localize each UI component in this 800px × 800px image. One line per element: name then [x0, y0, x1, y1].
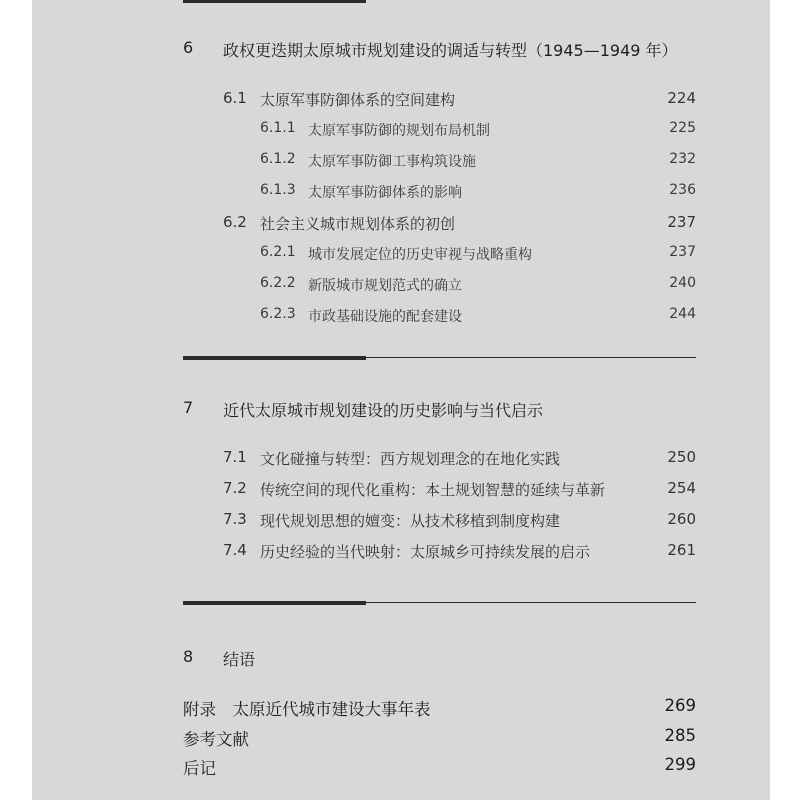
section-7-2-page: 254	[667, 479, 696, 497]
section-7-3-number: 7.3	[223, 510, 247, 528]
section-7-3-title[interactable]: 现代规划思想的嬗变：从技术移植到制度构建	[260, 512, 561, 530]
subsection-6-2-2-title[interactable]: 新版城市规划范式的确立	[308, 278, 462, 294]
subsection-6-2-3-title[interactable]: 市政基础设施的配套建设	[308, 309, 462, 325]
section-7-1-title[interactable]: 文化碰撞与转型：西方规划理念的在地化实践	[260, 450, 561, 468]
chapter-divider-thick	[183, 601, 366, 605]
section-7-2-number: 7.2	[223, 479, 247, 497]
appendix-page: 269	[664, 696, 696, 715]
chapter-7-title[interactable]: 近代太原城市规划建设的历史影响与当代启示	[223, 401, 544, 420]
chapter-6-number: 6	[183, 38, 194, 57]
afterword-title[interactable]: 后记	[183, 759, 216, 778]
subsection-6-2-2-page: 240	[669, 275, 696, 291]
chapter-6-title[interactable]: 政权更迭期太原城市规划建设的调适与转型（1945—1949 年）	[223, 41, 678, 60]
section-7-4-title[interactable]: 历史经验的当代映射：太原城乡可持续发展的启示	[260, 543, 591, 561]
subsection-6-2-1-number: 6.2.1	[260, 244, 296, 260]
chapter-divider-thick	[183, 356, 366, 360]
subsection-6-2-1-page: 237	[669, 244, 696, 260]
subsection-6-2-1-title[interactable]: 城市发展定位的历史审视与战略重构	[308, 247, 532, 263]
subsection-6-2-3-number: 6.2.3	[260, 306, 296, 322]
subsection-6-1-2-title[interactable]: 太原军事防御工事构筑设施	[308, 154, 476, 170]
subsection-6-1-3-page: 236	[669, 182, 696, 198]
section-6-2-page: 237	[667, 213, 696, 231]
section-7-3-page: 260	[667, 510, 696, 528]
section-6-1-title[interactable]: 太原军事防御体系的空间建构	[260, 91, 456, 109]
section-7-1-number: 7.1	[223, 448, 247, 466]
subsection-6-1-1-page: 225	[669, 120, 696, 136]
subsection-6-1-2-page: 232	[669, 151, 696, 167]
section-6-2-number: 6.2	[223, 213, 247, 231]
section-7-1-page: 250	[667, 448, 696, 466]
subsection-6-1-1-number: 6.1.1	[260, 120, 296, 136]
section-7-2-title[interactable]: 传统空间的现代化重构：本土规划智慧的延续与革新	[260, 481, 606, 499]
afterword-page: 299	[664, 755, 696, 774]
subsection-6-1-2-number: 6.1.2	[260, 151, 296, 167]
section-7-4-page: 261	[667, 541, 696, 559]
section-6-1-number: 6.1	[223, 89, 247, 107]
section-6-2-title[interactable]: 社会主义城市规划体系的初创	[260, 215, 456, 233]
subsection-6-1-3-number: 6.1.3	[260, 182, 296, 198]
chapter-8-number: 8	[183, 647, 194, 666]
subsection-6-1-1-title[interactable]: 太原军事防御的规划布局机制	[308, 123, 490, 139]
top-divider	[183, 0, 366, 3]
section-6-1-page: 224	[667, 89, 696, 107]
references-page: 285	[664, 726, 696, 745]
references-title[interactable]: 参考文献	[183, 730, 249, 749]
subsection-6-2-2-number: 6.2.2	[260, 275, 296, 291]
appendix-title[interactable]: 附录 太原近代城市建设大事年表	[183, 700, 431, 719]
subsection-6-1-3-title[interactable]: 太原军事防御体系的影响	[308, 185, 462, 201]
section-7-4-number: 7.4	[223, 541, 247, 559]
chapter-8-title[interactable]: 结语	[223, 650, 256, 669]
chapter-7-number: 7	[183, 398, 194, 417]
subsection-6-2-3-page: 244	[669, 306, 696, 322]
